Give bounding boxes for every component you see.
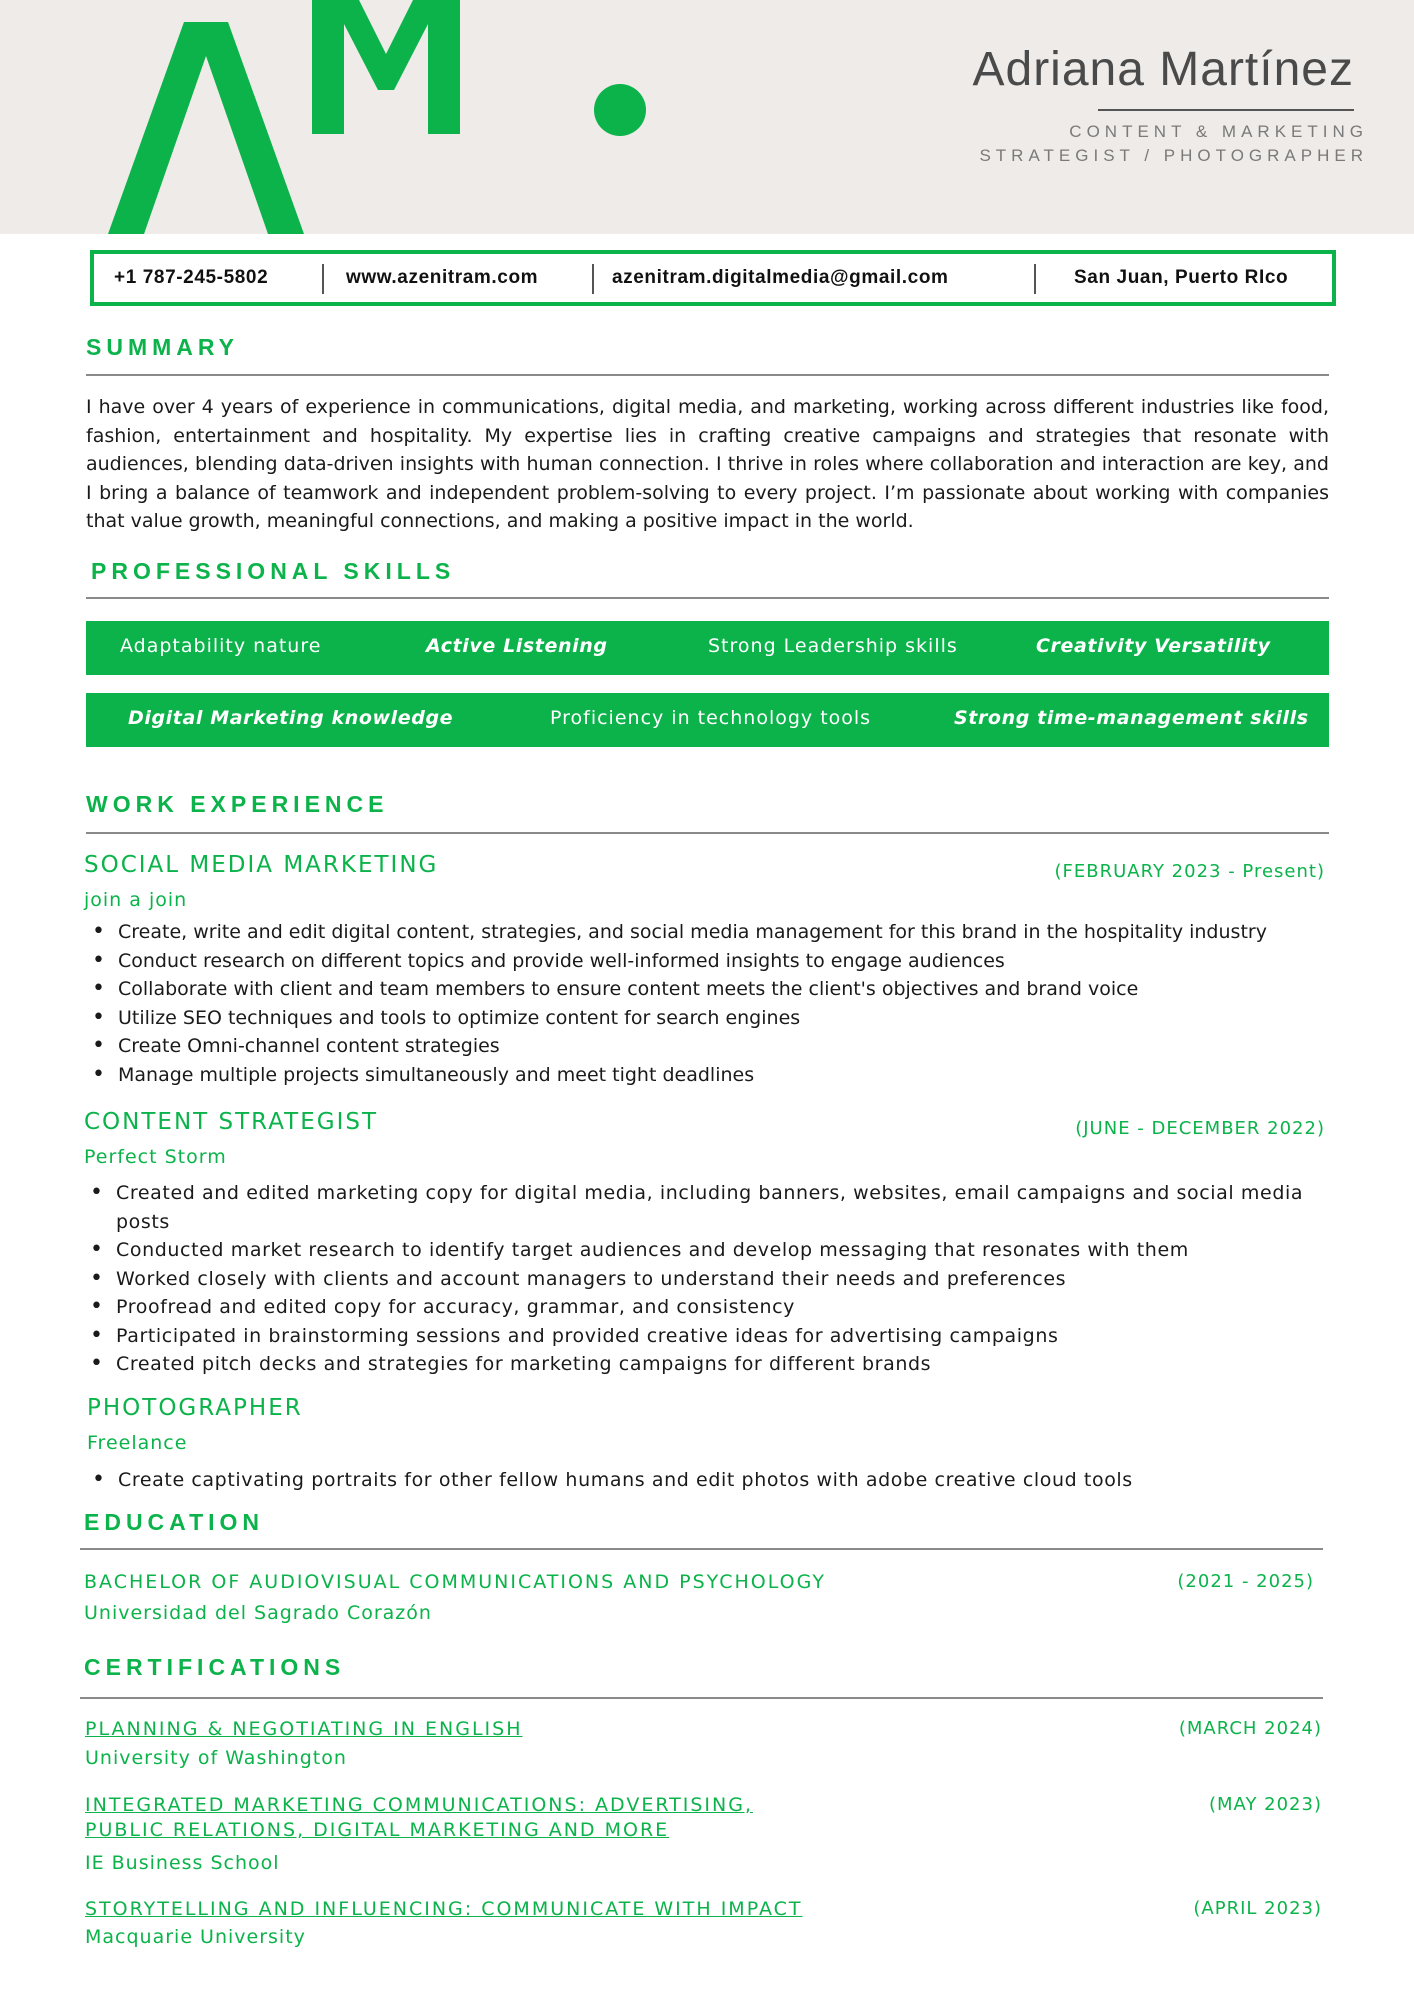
certification-date: (APRIL 2023) (1193, 1898, 1322, 1919)
summary-text: I have over 4 years of experience in communications, digital media, and marketing, working across different industries like food, fashion, entertainment and hospitality. My expertise lies in crafting creative campaigns and strategies that resonate with audiences, blending data-driven insights with human connection. I thrive in roles where collaboration and interaction are key, and I bring a balance of teamwork and independent problem-solving to every project. I’m passionate about working with companies that value growth, meaningful connections, and making a positive impact in the world. (86, 396, 1329, 532)
job-dates: (JUNE - DECEMBER 2022) (1075, 1118, 1325, 1139)
certification-link[interactable] (85, 1793, 753, 1843)
list-item: • Conduct research on different topics and provide well-informed insights to engage audiences (86, 947, 1336, 976)
contact-email[interactable]: azenitram.digitalmedia@gmail.com (612, 267, 949, 288)
certification-link-line-1: INTEGRATED MARKETING COMMUNICATIONS: ADVERTISING, (85, 1794, 753, 1816)
list-item: • Proofread and edited copy for accuracy, grammar, and consistency (84, 1293, 1344, 1322)
list-item: • Created pitch decks and strategies for marketing campaigns for different brands (84, 1350, 1344, 1379)
list-item: • Manage multiple projects simultaneously and meet tight deadlines (86, 1061, 1336, 1090)
school-name: Universidad del Sagrado Corazón (84, 1602, 432, 1624)
skills-heading: PROFESSIONAL SKILLS (91, 558, 456, 584)
section-divider (86, 374, 1329, 376)
certification-institution: IE Business School (85, 1852, 280, 1874)
list-item: • Collaborate with client and team members to ensure content meets the client's objectives and brand voice (86, 975, 1336, 1004)
list-item: • Create captivating portraits for other fellow humans and edit photos with adobe creative cloud tools (86, 1466, 1346, 1495)
role-line-2: STRATEGIST / PHOTOGRAPHER (979, 146, 1368, 165)
skill-item: Strong time-management skills (954, 707, 1309, 729)
contact-bar (90, 250, 1336, 306)
section-divider (80, 1697, 1323, 1699)
certification-link-line-2: PUBLIC RELATIONS, DIGITAL MARKETING AND MORE (85, 1819, 670, 1841)
certification-date: (MARCH 2024) (1178, 1718, 1322, 1739)
skills-row-1 (86, 621, 1329, 675)
degree-title: BACHELOR OF AUDIOVISUAL COMMUNICATIONS AND PSYCHOLOGY (84, 1571, 826, 1593)
role-line-1: CONTENT & MARKETING (1069, 122, 1368, 141)
job-title: CONTENT STRATEGIST (84, 1109, 378, 1135)
contact-phone[interactable]: +1 787-245-5802 (114, 267, 269, 288)
skill-item: Active Listening (426, 635, 608, 657)
summary-heading: SUMMARY (86, 334, 239, 360)
skill-item: Digital Marketing knowledge (128, 707, 454, 729)
job-bullet-list (86, 918, 1336, 1089)
certification-link[interactable]: PLANNING & NEGOTIATING IN ENGLISH (85, 1718, 523, 1740)
list-item: • Create Omni-channel content strategies (86, 1032, 1336, 1061)
job-dates: (FEBRUARY 2023 - Present) (1054, 861, 1325, 882)
education-heading: EDUCATION (84, 1509, 265, 1535)
skill-item: Creativity Versatility (1036, 635, 1271, 657)
list-item: • Conducted market research to identify target audiences and develop messaging that resonates with them (84, 1236, 1344, 1265)
skill-item: Proficiency in technology tools (550, 707, 872, 729)
skill-item: Adaptability nature (120, 635, 322, 657)
list-item: • Worked closely with clients and account managers to understand their needs and preferences (84, 1265, 1344, 1294)
list-item: • Created and edited marketing copy for digital media, including banners, websites, email campaigns and social media posts (84, 1179, 1344, 1236)
list-item: • Participated in brainstorming sessions and provided creative ideas for advertising campaigns (84, 1322, 1344, 1351)
section-divider (86, 832, 1329, 834)
list-item: • Utilize SEO techniques and tools to optimize content for search engines (86, 1004, 1336, 1033)
job-company: Freelance (87, 1432, 188, 1454)
contact-divider (592, 264, 594, 294)
job-title: SOCIAL MEDIA MARKETING (84, 852, 439, 878)
degree-dates: (2021 - 2025) (1177, 1571, 1314, 1592)
name-underline (1098, 109, 1354, 111)
section-divider (86, 597, 1329, 599)
job-bullet-list (86, 1466, 1346, 1495)
skills-row-2 (86, 693, 1329, 747)
header-band (0, 0, 1414, 234)
job-company: Perfect Storm (84, 1146, 227, 1168)
certifications-heading: CERTIFICATIONS (84, 1654, 346, 1680)
experience-heading: WORK EXPERIENCE (86, 791, 389, 817)
list-item: • Create, write and edit digital content, strategies, and social media management for this brand in the hospitality industry (86, 918, 1336, 947)
certification-institution: University of Washington (85, 1747, 347, 1769)
certification-institution: Macquarie University (85, 1926, 306, 1948)
role-subtitle (848, 120, 1368, 168)
certification-date: (MAY 2023) (1208, 1794, 1322, 1815)
contact-divider (1034, 264, 1036, 294)
skill-item: Strong Leadership skills (708, 635, 958, 657)
contact-divider (322, 264, 324, 294)
contact-website[interactable]: www.azenitram.com (346, 267, 539, 288)
person-name: Adriana Martínez (972, 43, 1354, 96)
job-title: PHOTOGRAPHER (87, 1395, 303, 1421)
certification-link[interactable]: STORYTELLING AND INFLUENCING: COMMUNICATE WITH IMPACT (85, 1898, 803, 1920)
job-bullet-list (84, 1179, 1344, 1379)
monogram-logo (100, 0, 660, 234)
contact-location: San Juan, Puerto RIco (1074, 267, 1289, 288)
job-company: join a join (84, 889, 188, 911)
section-divider (80, 1548, 1323, 1550)
